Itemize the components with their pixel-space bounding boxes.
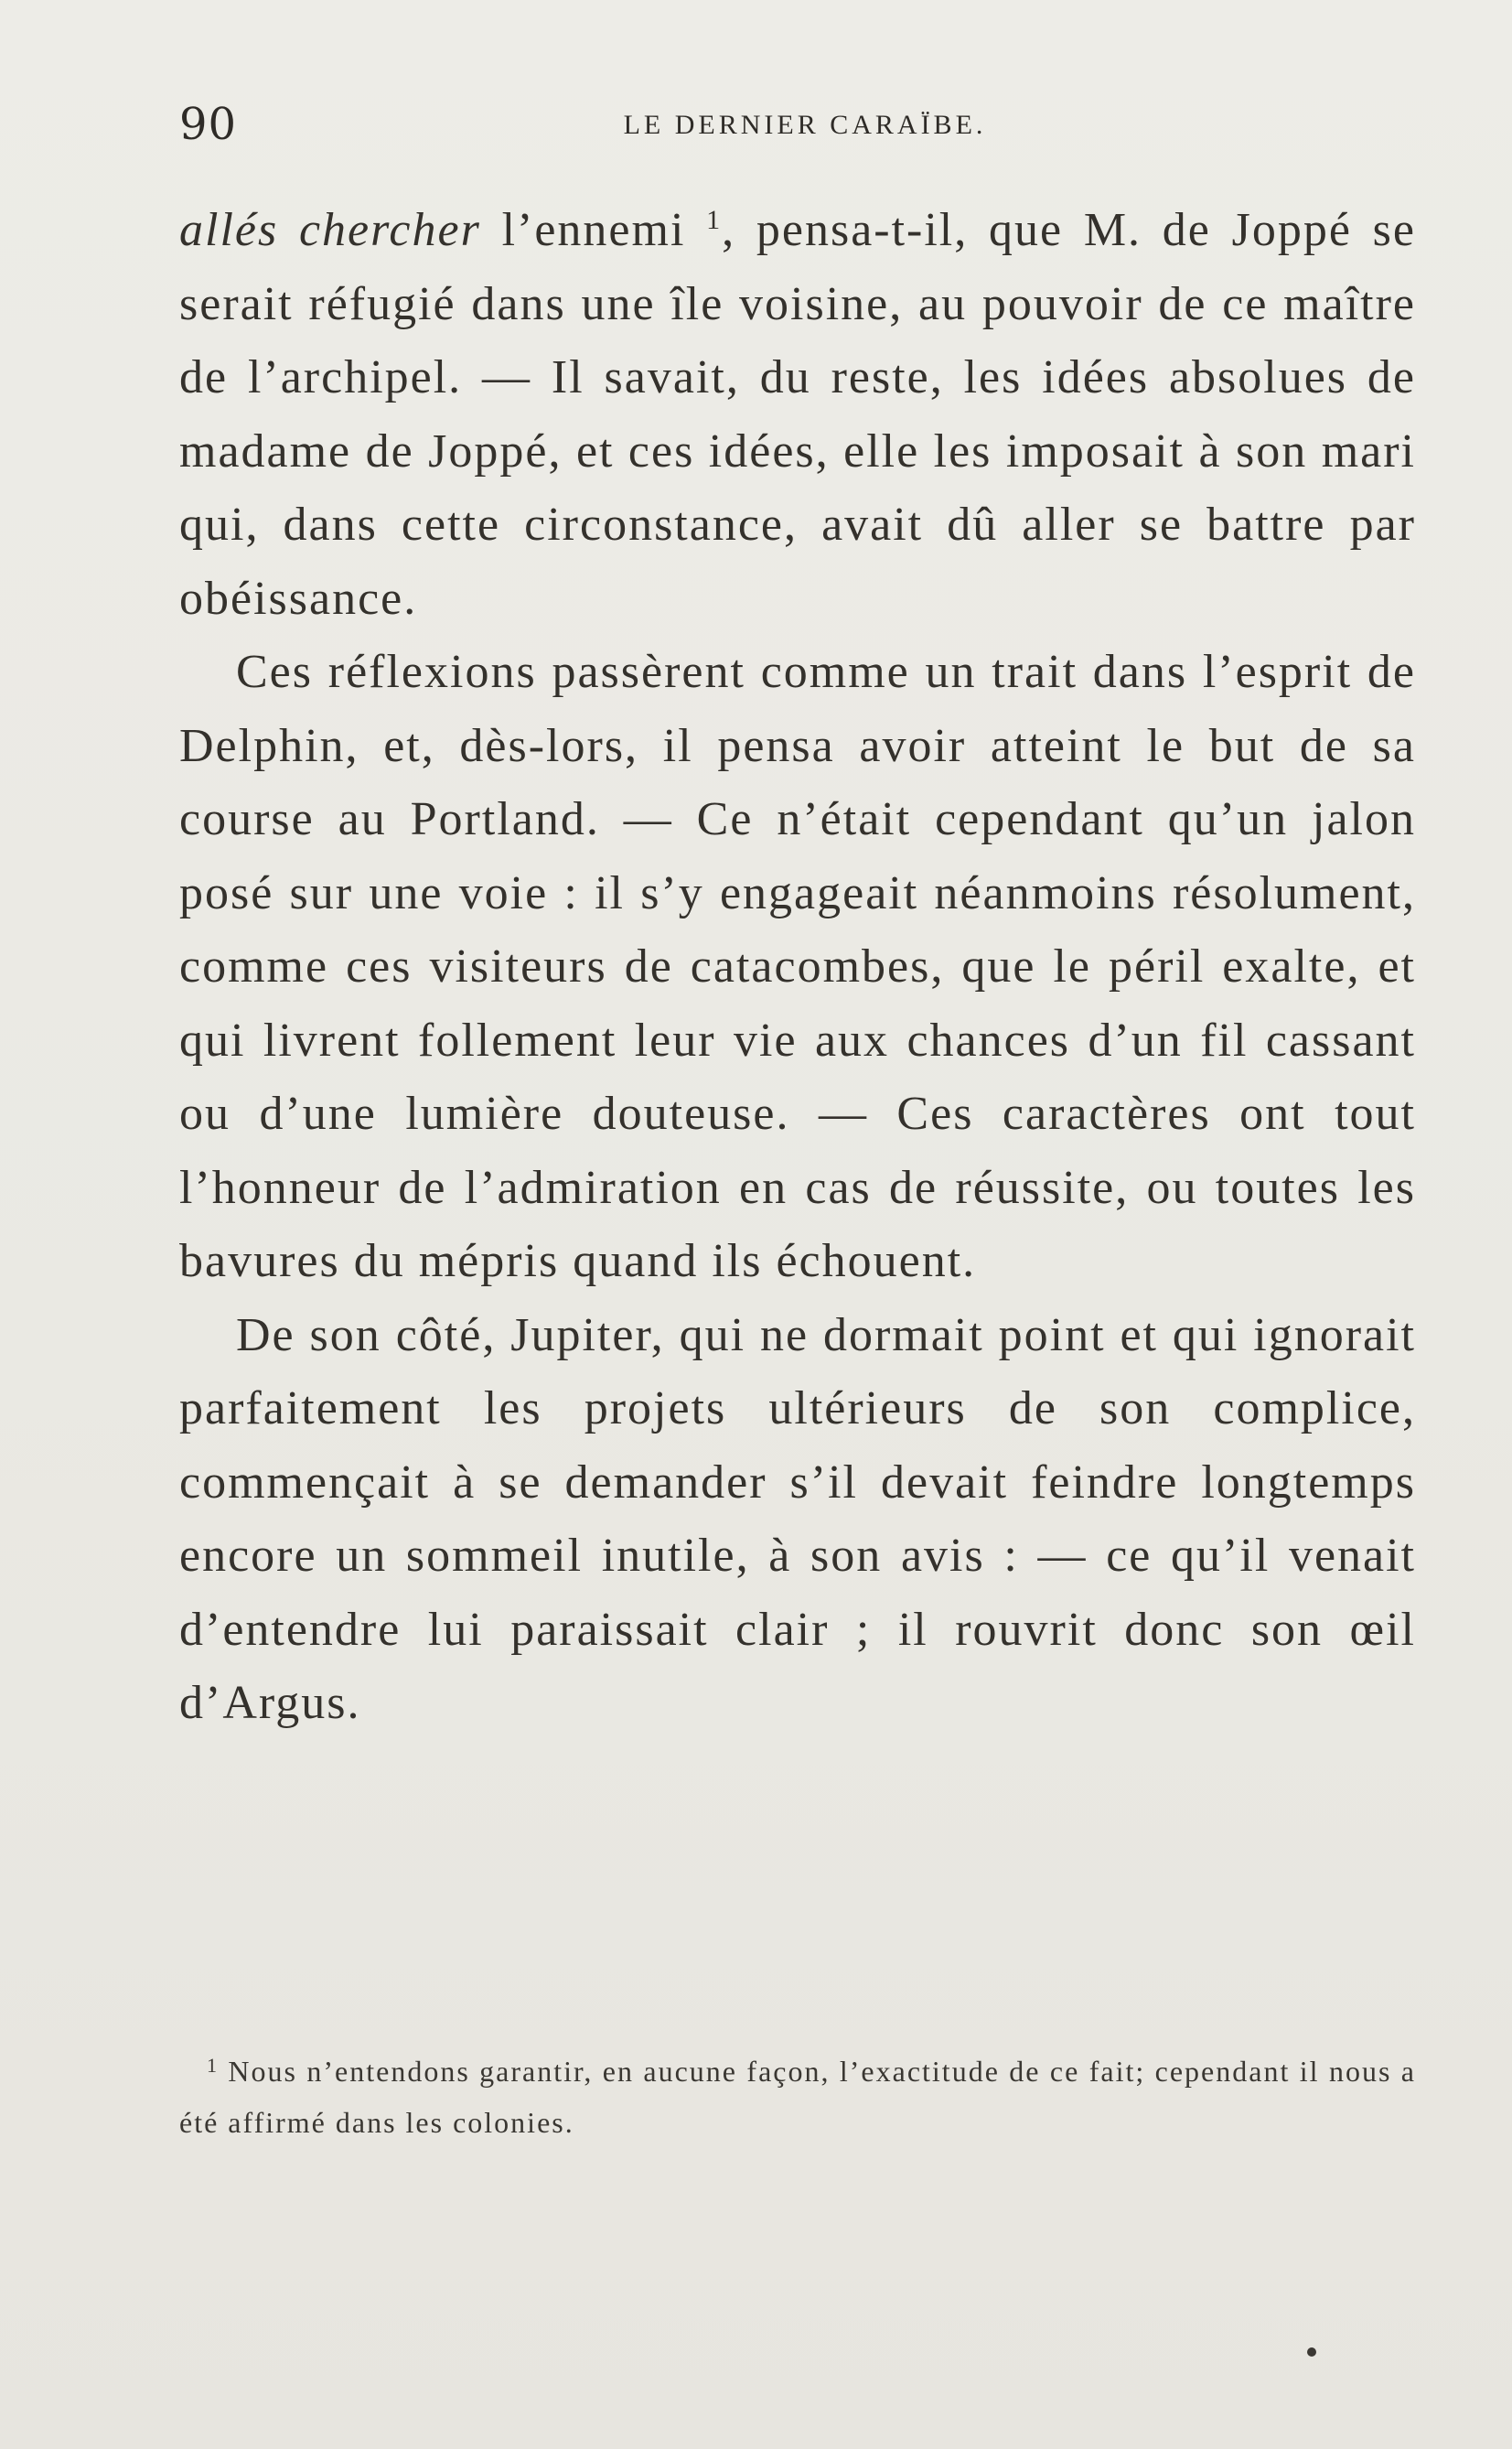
paragraph-3: De son côté, Jupiter, qui ne dormait point et qui ignorait parfaitement les projets ultérieurs de son complice, commençait à se demander s’il devait feindre longtemps encore un sommeil inutile, à son avis : — ce qu’il venait d’entendre lui paraissait clair ; il rouvrit donc son œil d’Argus. <box>179 1308 1416 1729</box>
footnote-text: Nous n’entendons garantir, en aucune façon, l’exactitude de ce fait; cependant il nous a été affirmé dans les colonies. <box>179 2055 1416 2139</box>
paragraph-1-text-a: l’ennemi <box>480 204 707 256</box>
paragraph-1 <box>179 194 1416 636</box>
footnote-reference: 1 <box>706 205 723 235</box>
ink-speck <box>1307 2347 1316 2357</box>
paragraph-1-text-b: , pensa-t-il, que M. de Joppé se serait réfugié dans une île voisine, au pouvoir de ce maître de l’archipel. — Il savait, du reste, les idées absolues de madame de Joppé, et ces idées, elle les imposait à son mari qui, dans cette circonstance, avait dû aller se battre par obéissance. <box>179 204 1416 625</box>
page-number: 90 <box>179 99 238 150</box>
footnote-mark: 1 <box>207 2054 219 2077</box>
running-title: LE DERNIER CARAÏBE. <box>623 110 987 140</box>
footnote <box>179 2046 1416 2148</box>
body-text <box>179 194 1416 1741</box>
paragraph-2: Ces réflexions passèrent comme un trait dans l’esprit de Delphin, et, dès-lors, il pensa avoir atteint le but de sa course au Portland. — Ce n’était cependant qu’un jalon posé sur une voie : il s’y engageait néanmoins résolument, comme ces visiteurs de catacombes, que le péril exalte, et qui livrent follement leur vie aux chances d’un fil cassant ou d’une lumière douteuse. — Ces caractères ont tout l’honneur de l’admiration en cas de réussite, ou toutes les bavures du mépris quand ils échouent. <box>179 646 1416 1287</box>
italic-phrase: allés chercher <box>179 204 481 256</box>
